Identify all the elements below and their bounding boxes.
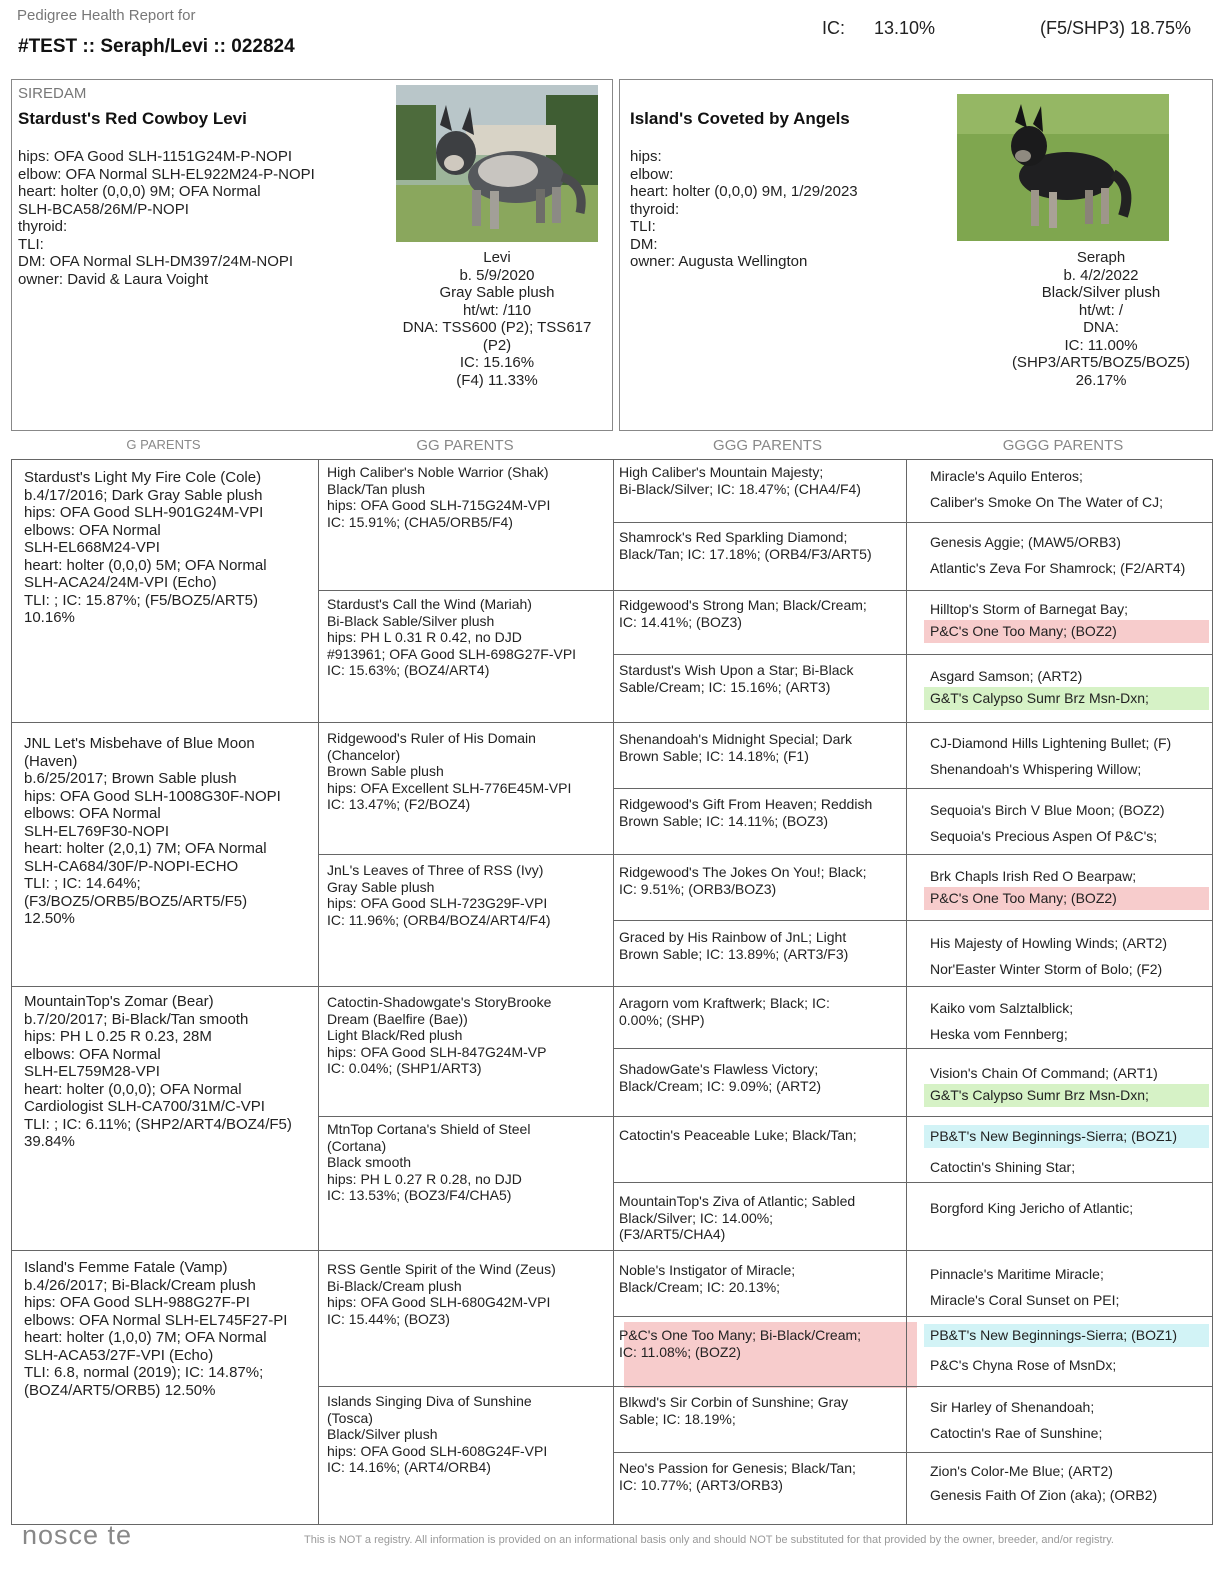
caption-line: (P2) [482, 336, 512, 354]
gg-parent-entry: Stardust's Call the Wind (Mariah) Bi-Black Sable/Silver plush hips: PH L 0.31 R 0.42, no DJD #913961; OFA Good SLH-698G27F-VPI IC: 15.63%; (BOZ4/ART4) [327, 596, 577, 678]
divider [613, 522, 1212, 523]
gggg-parent-entry: Pinnacle's Maritime Miracle; [930, 1266, 1104, 1282]
caption-line: (F4) 11.33% [456, 371, 538, 389]
caption-line: Black/Silver plush [1041, 284, 1161, 301]
dam-panel [619, 79, 1213, 431]
ggg-parent-entry: Blkwd's Sir Corbin of Sunshine; Gray Sable; IC: 18.19%; [619, 1394, 849, 1427]
g-parent-entry: JNL Let's Misbehave of Blue Moon (Haven) b.6/25/2017; Brown Sable plush hips: OFA Good SLH-1008G30F-NOPI elbows: OFA Normal SLH-EL769F30-NOPI heart: holter (2,0,1) 7M; OFA Normal SLH-CA684/30F/P-NOPI-ECHO TLI: ; IC: 14.64%; (F3/BOZ5/ORB5/BOZ5/ART5/F5) 12.50% [24, 735, 281, 927]
gggg-parent-entry: PB&T's New Beginnings-Sierra; (BOZ1) [924, 1125, 1209, 1148]
gg-parent-entry: MtnTop Cortana's Shield of Steel (Cortana) Black smooth hips: PH L 0.27 R 0.28, no DJD IC: 13.53%; (BOZ3/F4/CHA5) [327, 1121, 531, 1203]
g-parent-entry: Island's Femme Fatale (Vamp) b.4/26/2017; Bi-Black/Cream plush hips: OFA Good SLH-988G27F-PI elbows: OFA Normal SLH-EL745F27-PI heart: holter (1,0,0) 7M; OFA Normal SLH-ACA53/27F-VPI (Echo) TLI: 6.8, normal (2019); IC: 14.87%; (BOZ4/ART5/ORB5) 12.50% [24, 1259, 288, 1399]
ggg-parent-entry: P&C's One Too Many; Bi-Black/Cream; IC: 11.08%; (BOZ2) [619, 1327, 862, 1360]
caption-line: (SHP3/ART5/BOZ5/BOZ5) [1011, 354, 1191, 371]
report-title: #TEST :: Seraph/Levi :: 022824 [18, 36, 295, 57]
gggg-parent-entry: G&T's Calypso Sumr Brz Msn-Dxn; [924, 1084, 1209, 1107]
divider [613, 654, 1212, 655]
ggg-parent-entry: Neo's Passion for Genesis; Black/Tan; IC: 10.77%; (ART3/ORB3) [619, 1460, 856, 1493]
divider [613, 1452, 1212, 1453]
ggg-parent-entry: MountainTop's Ziva of Atlantic; Sabled Black/Silver; IC: 14.00%; (F3/ART5/CHA4) [619, 1193, 856, 1242]
ggg-parent-entry: Stardust's Wish Upon a Star; Bi-Black Sable/Cream; IC: 15.16%; (ART3) [619, 662, 854, 695]
divider [12, 1250, 1212, 1251]
health-line: elbow: OFA Normal SLH-EL922M24-P-NOPI [18, 165, 315, 183]
f-value: (F5/SHP3) 18.75% [1040, 18, 1192, 38]
report-label: Pedigree Health Report for [17, 7, 196, 24]
nosce-te-logo: nosce te [22, 1520, 133, 1550]
gggg-parent-entry: Miracle's Aquilo Enteros; [930, 468, 1083, 484]
ggg-parent-entry: Ridgewood's Strong Man; Black/Cream; IC: 14.41%; (BOZ3) [619, 597, 867, 630]
ggg-parent-entry: ShadowGate's Flawless Victory; Black/Cream; IC: 9.09%; (ART2) [619, 1061, 822, 1094]
ggg-parent-entry: Shamrock's Red Sparkling Diamond; Black/Tan; IC: 17.18%; (ORB4/F3/ART5) [619, 529, 872, 562]
gggg-parent-entry: Sequoia's Precious Aspen Of P&C's; [930, 828, 1158, 844]
sire-name: Stardust's Red Cowboy Levi [18, 109, 247, 128]
gggg-parent-entry: Catoctin's Shining Star; [930, 1159, 1076, 1175]
gggg-parent-entry: G&T's Calypso Sumr Brz Msn-Dxn; [924, 687, 1209, 710]
divider [613, 1048, 1212, 1049]
divider [318, 460, 319, 1524]
gggg-parent-entry: P&C's One Too Many; (BOZ2) [924, 887, 1209, 910]
health-line: hips: OFA Good SLH-1151G24M-P-NOPI [18, 148, 293, 165]
divider [906, 460, 907, 1524]
divider [318, 1116, 1212, 1117]
gggg-parent-entry: Sequoia's Birch V Blue Moon; (BOZ2) [930, 802, 1165, 818]
health-line: thyroid: [18, 218, 68, 235]
sire-health-list [18, 148, 315, 288]
caption-line: Seraph [1076, 249, 1126, 266]
gggg-parent-entry: Nor'Easter Winter Storm of Bolo; (F2) [930, 961, 1163, 977]
divider [318, 590, 1212, 591]
divider [318, 1386, 1212, 1387]
health-line: heart: holter (0,0,0) 9M; OFA Normal [18, 183, 261, 200]
ggg-parent-entry: Graced by His Rainbow of JnL; Light Brown Sable; IC: 13.89%; (ART3/F3) [619, 929, 849, 962]
gggg-parent-entry: PB&T's New Beginnings-Sierra; (BOZ1) [924, 1324, 1209, 1347]
caption-line: IC: 11.00% [1064, 336, 1138, 354]
gggg-parent-entry: Borgford King Jericho of Atlantic; [930, 1200, 1134, 1216]
gggg-parent-entry: Genesis Faith Of Zion (aka); (ORB2) [930, 1487, 1158, 1503]
divider [613, 1316, 1212, 1317]
divider [318, 854, 1212, 855]
sire-caption [390, 249, 604, 389]
caption-line: IC: 15.16% [459, 354, 535, 371]
caption-line: DNA: [1083, 319, 1119, 336]
health-line: DM: [630, 235, 658, 253]
dam-photo [957, 94, 1169, 241]
gg-parent-entry: Islands Singing Diva of Sunshine (Tosca) Black/Silver plush hips: OFA Good SLH-608G24F-VPI IC: 14.16%; (ART4/ORB4) [327, 1393, 548, 1475]
gggg-parent-entry: Genesis Aggie; (MAW5/ORB3) [930, 534, 1121, 550]
health-line: elbow: [630, 165, 674, 183]
divider [613, 788, 1212, 789]
divider [613, 1182, 1212, 1183]
health-line: TLI: [630, 218, 656, 235]
gggg-parent-entry: Caliber's Smoke On The Water of CJ; [930, 494, 1163, 510]
health-line: TLI: [18, 235, 44, 253]
gg-parent-entry: Ridgewood's Ruler of His Domain (Chancelor) Brown Sable plush hips: OFA Excellent SLH-776E45M-VPI IC: 13.47%; (F2/BOZ4) [327, 730, 572, 812]
gg-parent-entry: Catoctin-Shadowgate's StoryBrooke Dream (Baelfire (Bae)) Light Black/Red plush hips: OFA Good SLH-847G24M-VP IC: 0.04%; (SHP1/ART3) [327, 994, 552, 1076]
caption-line: b. 4/2/2022 [1063, 266, 1139, 284]
gggg-parent-entry: Kaiko vom Salztalblick; [930, 1000, 1074, 1016]
gggg-parent-entry: Catoctin's Rae of Sunshine; [930, 1425, 1103, 1441]
ggg-parent-entry: Shenandoah's Midnight Special; Dark Brown Sable; IC: 14.18%; (F1) [619, 731, 853, 764]
gggg-parent-entry: CJ-Diamond Hills Lightening Bullet; (F) [930, 735, 1172, 751]
gggg-parent-entry: Brk Chapls Irish Red O Bearpaw; [930, 868, 1137, 884]
divider [12, 986, 1212, 987]
caption-line: b. 5/9/2020 [459, 266, 535, 284]
role-label: SIREDAM [18, 85, 87, 102]
g-parent-entry: Stardust's Light My Fire Cole (Cole) b.4/17/2016; Dark Gray Sable plush hips: OFA Good SLH-901G24M-VPI elbows: OFA Normal SLH-EL668M24-VPI heart: holter (0,0,0) 5M; OFA Normal SLH-ACA24/24M-VPI (Echo) TLI: ; IC: 15.87%; (F5/BOZ5/ART5) 10.16% [24, 469, 267, 626]
disclaimer: This is NOT a registry. All information is provided on an informational basis only and should NOT be substituted for that provided by the owner, breeder, and/or registry. [304, 1534, 1114, 1546]
dam-health-list [630, 148, 858, 271]
col-head-gg: GG PARENTS [416, 437, 514, 454]
col-head-gggg: GGGG PARENTS [1002, 437, 1124, 454]
ggg-parent-entry: Ridgewood's Gift From Heaven; Reddish Brown Sable; IC: 14.11%; (BOZ3) [619, 796, 873, 829]
ggg-parent-entry: Aragorn vom Kraftwerk; Black; IC: 0.00%; (SHP) [619, 995, 830, 1028]
gg-parent-entry: High Caliber's Noble Warrior (Shak) Black/Tan plush hips: OFA Good SLH-715G24M-VPI IC: 15.91%; (CHA5/ORB5/F4) [327, 464, 551, 530]
health-line: hips: [630, 148, 662, 165]
gggg-parent-entry: His Majesty of Howling Winds; (ART2) [930, 935, 1168, 951]
caption-line: DNA: TSS600 (P2); TSS617 [402, 319, 592, 336]
gggg-parent-entry: Shenandoah's Whispering Willow; [930, 761, 1142, 777]
health-line: thyroid: [630, 200, 680, 218]
gggg-parent-entry: Vision's Chain Of Command; (ART1) [930, 1065, 1158, 1081]
divider [12, 722, 1212, 723]
ggg-parent-entry: Noble's Instigator of Miracle; Black/Cream; IC: 20.13%; [619, 1262, 796, 1295]
divider [613, 460, 614, 1524]
gggg-parent-entry: P&C's Chyna Rose of MsnDx; [930, 1357, 1117, 1373]
gggg-parent-entry: Asgard Samson; (ART2) [930, 668, 1083, 684]
sire-photo [396, 85, 598, 242]
ggg-parent-entry: High Caliber's Mountain Majesty; Bi-Black/Silver; IC: 18.47%; (CHA4/F4) [619, 464, 861, 497]
health-line: owner: Augusta Wellington [630, 253, 808, 270]
caption-line: ht/wt: / [1078, 301, 1124, 319]
dam-name: Island's Coveted by Angels [630, 109, 850, 128]
divider [613, 920, 1212, 921]
gggg-parent-entry: Atlantic's Zeva For Shamrock; (F2/ART4) [930, 560, 1186, 576]
gg-parent-entry: JnL's Leaves of Three of RSS (Ivy) Gray Sable plush hips: OFA Good SLH-723G29F-VPI IC: 11.96%; (ORB4/BOZ4/ART4/F4) [327, 862, 551, 928]
health-line: DM: OFA Normal SLH-DM397/24M-NOPI [18, 253, 294, 270]
sire-panel [11, 79, 613, 431]
g-parent-entry: MountainTop's Zomar (Bear) b.7/20/2017; Bi-Black/Tan smooth hips: PH L 0.25 R 0.23, 28M elbows: OFA Normal SLH-EL759M28-VPI heart: holter (0,0,0); OFA Normal Cardiologist SLH-CA700/31M/C-VPI TLI: ; IC: 6.11%; (SHP2/ART4/BOZ4/F5) 39.84% [24, 993, 292, 1150]
gggg-parent-entry: Zion's Color-Me Blue; (ART2) [930, 1463, 1113, 1479]
ggg-parent-entry: Ridgewood's The Jokes On You!; Black; IC: 9.51%; (ORB3/BOZ3) [619, 864, 867, 897]
gggg-parent-entry: Heska vom Fennberg; [930, 1026, 1068, 1042]
health-line: owner: David & Laura Voight [18, 270, 209, 288]
ic-label: IC: [822, 18, 846, 38]
gggg-parent-entry: Hilltop's Storm of Barnegat Bay; [930, 601, 1128, 617]
dam-caption [998, 249, 1204, 389]
caption-line: Gray Sable plush [439, 284, 555, 301]
caption-line: 26.17% [1075, 371, 1127, 389]
ic-value: 13.10% [874, 18, 936, 38]
ggg-parent-entry: Catoctin's Peaceable Luke; Black/Tan; [619, 1127, 857, 1143]
caption-line: ht/wt: /110 [462, 301, 532, 319]
caption-line: Levi [483, 249, 511, 266]
health-line: SLH-BCA58/26M/P-NOPI [18, 200, 189, 218]
gggg-parent-entry: P&C's One Too Many; (BOZ2) [924, 620, 1209, 643]
gggg-parent-entry: Miracle's Coral Sunset on PEI; [930, 1292, 1120, 1308]
health-line: heart: holter (0,0,0) 9M, 1/29/2023 [630, 183, 858, 200]
col-head-g: G PARENTS [126, 437, 201, 452]
gggg-parent-entry: Sir Harley of Shenandoah; [930, 1399, 1095, 1415]
gg-parent-entry: RSS Gentle Spirit of the Wind (Zeus) Bi-Black/Cream plush hips: OFA Good SLH-680G42M-VPI IC: 15.44%; (BOZ3) [327, 1261, 556, 1327]
col-head-ggg: GGG PARENTS [713, 437, 822, 454]
